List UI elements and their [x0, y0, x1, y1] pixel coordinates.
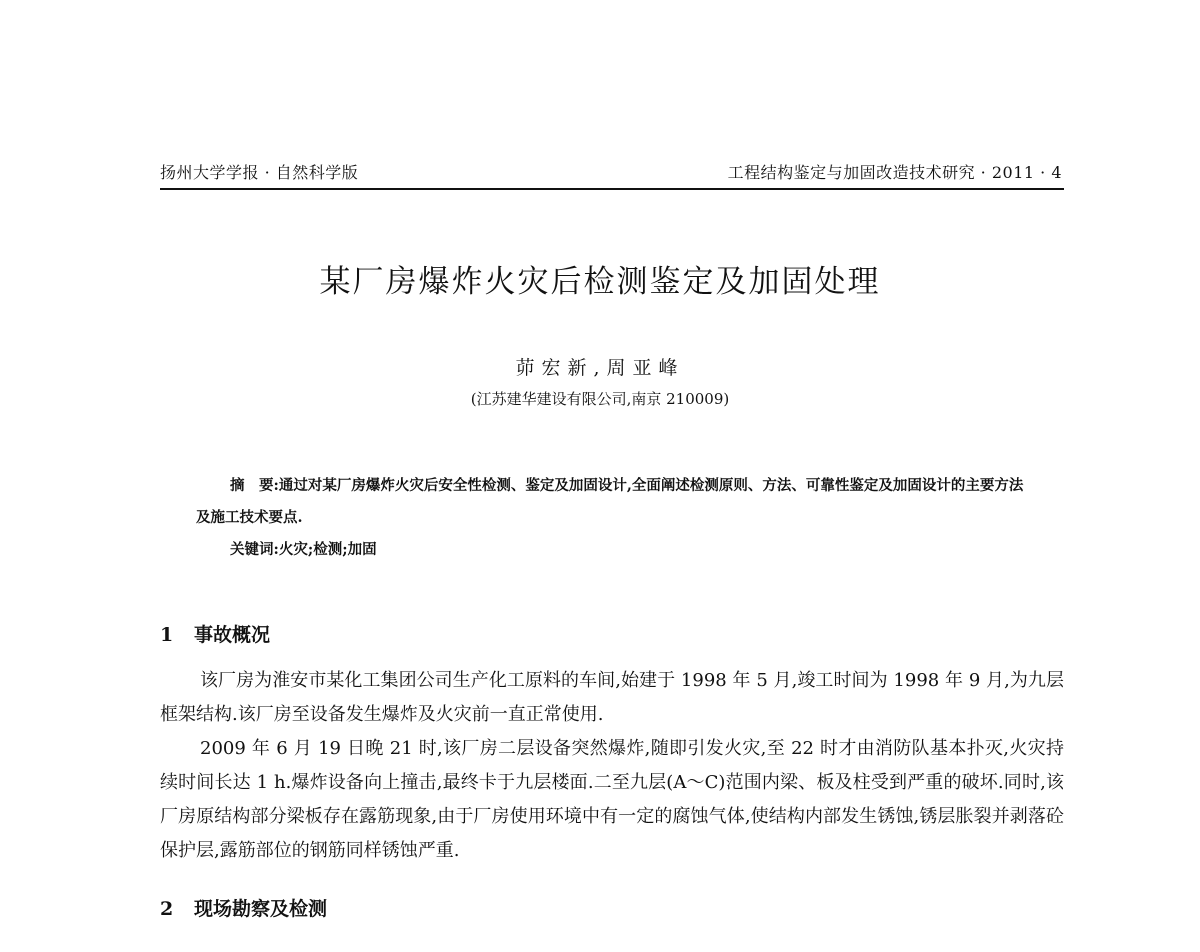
- authors: 茆宏新,周亚峰: [515, 357, 685, 379]
- abstract-text: 通过对某厂房爆炸火灾后安全性检测、鉴定及加固设计,全面阐述检测原则、方法、可靠性鉴定及加固设计的主要方法及施工技术要点.: [196, 477, 1024, 526]
- section-heading: [160, 894, 327, 921]
- abstract-label: 摘 要:: [230, 477, 279, 494]
- body-paragraph: 该厂房为淮安市某化工集团公司生产化工原料的车间,始建于 1998 年 5 月,竣工时间为 1998 年 9 月,为九层框架结构.该厂房至设备发生爆炸及火灾前一直正常使用.: [160, 670, 1064, 725]
- keywords: [230, 538, 377, 559]
- header-divider: [160, 188, 1064, 190]
- section-title: 现场勘察及检测: [194, 898, 328, 920]
- abstract: [196, 470, 1036, 534]
- paper-title: 某厂房爆炸火灾后检测鉴定及加固处理: [319, 264, 881, 300]
- section-title: 事故概况: [194, 624, 271, 646]
- keywords-text: 火灾;检测;加固: [278, 541, 377, 558]
- affiliation: (江苏建华建设有限公司,南京 210009): [470, 390, 730, 408]
- issue-info: 工程结构鉴定与加固改造技术研究 · 2011 · 4: [727, 163, 1062, 182]
- section-number: 1: [160, 624, 174, 646]
- section-heading: [160, 620, 270, 647]
- keywords-label: 关键词:: [230, 541, 279, 558]
- journal-name: 扬州大学学报 · 自然科学版: [160, 163, 359, 182]
- body-paragraph: 2009 年 6 月 19 日晚 21 时,该厂房二层设备突然爆炸,随即引发火灾,至 22 时才由消防队基本扑灭,火灾持续时间长达 1 h.爆炸设备向上撞击,最终卡于九层楼面.二至九层(A～C)范围内梁、板及柱受到严重的破坏.同时,该厂房原结构部分梁板存在露筋现象,由于厂房使用环境中有一定的腐蚀气体,使结构内部发生锈蚀,锈层胀裂并剥落砼保护层,露筋部位的钢筋同样锈蚀严重.: [160, 738, 1064, 861]
- section-number: 2: [160, 898, 174, 920]
